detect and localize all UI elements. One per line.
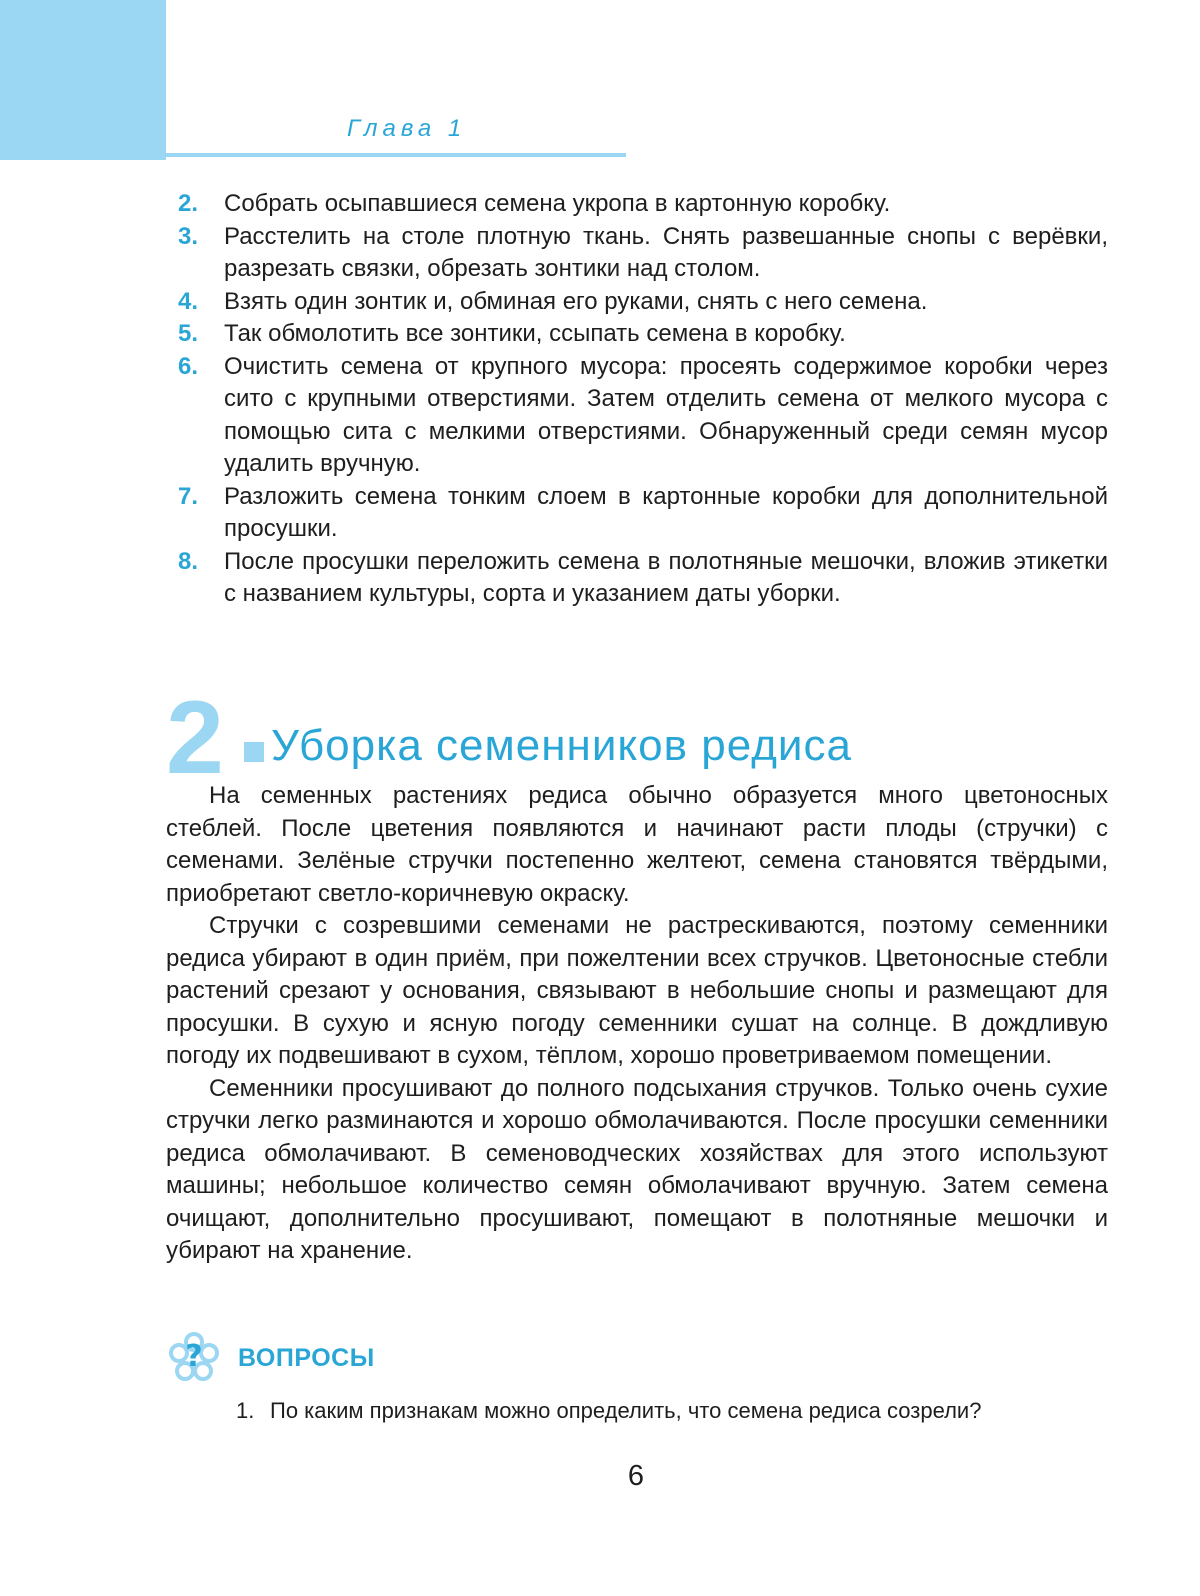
step-text: После просушки переложить семена в полотняные мешочки, вложив этикетки с названием культуры, сорта и указанием даты уборки. (224, 547, 1108, 607)
paragraph: На семенных растениях редиса обычно образуется много цветоносных стеблей. После цветения появляются и начинают расти плоды (стручки) с семенами. Зелёные стручки постепенно желтеют, семена становятся твёрдыми, приобретают светло-коричневую окраску. (166, 782, 1108, 907)
question-item (236, 1396, 1108, 1426)
step-number: 5. (178, 320, 199, 347)
paragraph: Семенники просушивают до полного подсыхания стручков. Только очень сухие стручки легко разминаются и хорошо обмолачиваются. После просушки семенники редиса обмолачивают. В семеноводческих хозяйствах для этого используют машины; небольшое количество семян обмолачивают вручную. Затем семена очищают, дополнительно просушивают, помещают в полотняные мешочки и убирают на хранение. (166, 1074, 1108, 1264)
step-text: Расстелить на столе плотную ткань. Снять развешанные снопы с верёвки, разрезать связки, обрезать зонтики над столом. (224, 222, 1108, 282)
page-number: 6 (627, 1460, 645, 1492)
step-number: 4. (178, 287, 199, 315)
list-item (178, 221, 1108, 286)
list-item (178, 188, 1108, 221)
steps-list (178, 188, 1108, 611)
questions-list (236, 1396, 1108, 1426)
question-text: По каким признакам можно определить, что семена редиса созрели? (270, 1398, 982, 1423)
header-rule (166, 153, 626, 157)
list-item (178, 318, 1108, 351)
svg-text:?: ? (185, 1339, 203, 1374)
section-title: Уборка семенников редиса (271, 721, 852, 770)
step-number: 2. (178, 190, 199, 217)
step-text: Собрать осыпавшиеся семена укропа в картонную коробку. (224, 190, 891, 217)
step-text: Так обмолотить все зонтики, ссыпать семена в коробку. (224, 320, 846, 347)
section-number-dot (244, 742, 264, 762)
step-text: Взять один зонтик и, обминая его руками, снять с него семена. (224, 287, 928, 315)
step-number: 3. (178, 222, 199, 250)
step-number: 7. (178, 482, 199, 510)
list-item (178, 481, 1108, 546)
step-text: Разложить семена тонким слоем в картонные коробки для дополнительной просушки. (224, 482, 1108, 542)
list-item (178, 546, 1108, 611)
header-color-block (0, 0, 166, 160)
step-text: Очистить семена от крупного мусора: просеять содержимое коробки через сито с крупными отверстиями. Затем отделить семена от мелкого мусора с помощью сита с мелкими отверстиями. Обнаруженный среди семян мусор удалить вручную. (224, 352, 1108, 477)
question-number: 1. (236, 1398, 255, 1423)
list-item (178, 351, 1108, 481)
paragraph: Стручки с созревшими семенами не растрескиваются, поэтому семенники редиса убирают в один приём, при пожелтении всех стручков. Цветоносные стебли растений срезают у основания, связывают в небольшие снопы и размещают для просушки. В сухую и ясную погоду семенники сушат на солнце. В дождливую погоду их подвешивают в сухом, тёплом, хорошо проветриваемом помещении. (166, 912, 1108, 1069)
step-number: 6. (178, 352, 199, 380)
list-item (178, 286, 1108, 319)
question-flower-icon (166, 1330, 222, 1386)
questions-title: ВОПРОСЫ (238, 1344, 375, 1372)
section-number: 2 (166, 680, 224, 796)
section-body (166, 780, 1108, 1268)
chapter-label: Глава 1 (347, 115, 467, 142)
step-number: 8. (178, 547, 199, 575)
